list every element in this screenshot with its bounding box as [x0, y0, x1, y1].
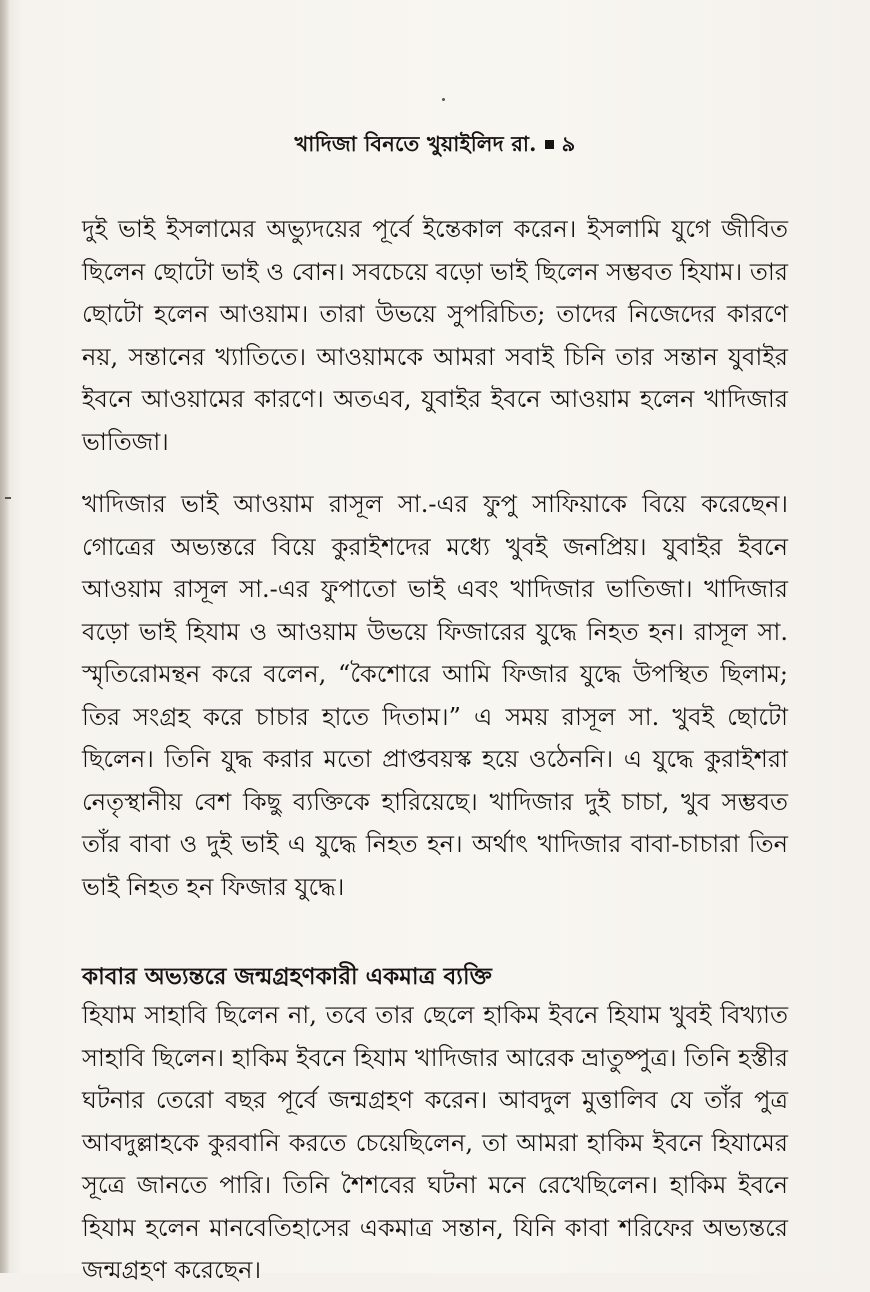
- section-paragraph: হিযাম সাহাবি ছিলেন না, তবে তার ছেলে হাকিম ইবনে হিযাম খুবই বিখ্যাত সাহাবি ছিলেন। হাকিম ইবনে হিযাম খাদিজার আরেক ভ্রাতুষ্পুত্র। তিনি হস্তীর ঘটনার তেরো বছর পূর্বে জন্মগ্রহণ করেন। আবদুল মুত্তালিব যে তাঁর পুত্র আবদুল্লাহকে কুরবানি করতে চেয়েছিলেন, তা আমরা হাকিম ইবনে হিযামের সূত্রে জানতে পারি। তিনি শৈশবের ঘটনা মনে রেখেছিলেন। হাকিম ইবনে হিযাম হলেন মানবেতিহাসের একমাত্র সন্তান, যিনি কাবা শরিফের অভ্যন্তরে জন্মগ্রহণ করেছেন।: [82, 1001, 788, 1284]
- print-speck: [442, 98, 445, 101]
- header-separator-square: [545, 140, 554, 149]
- spine-shadow: [0, 0, 10, 1273]
- paragraph-2: খাদিজার ভাই আওয়াম রাসূল সা.-এর ফুপু সাফিয়াকে বিয়ে করেছেন। গোত্রের অভ্যন্তরে বিয়ে কুরাইশদের মধ্যে খুবই জনপ্রিয়। যুবাইর ইবনে আওয়াম রাসূল সা.-এর ফুপাতো ভাই এবং খাদিজার ভাতিজা। খাদিজার বড়ো ভাই হিযাম ও আওয়াম উভয়ে ফিজারের যুদ্ধে নিহত হন। রাসূল সা. স্মৃতিরোমন্থন করে বলেন, “কৈশোরে আমি ফিজার যুদ্ধে উপস্থিত ছিলাম; তির সংগ্রহ করে চাচার হাতে দিতাম।” এ সময় রাসূল সা. খুবই ছোটো ছিলেন। তিনি যুদ্ধ করার মতো প্রাপ্তবয়স্ক হয়ে ওঠেননি। এ যুদ্ধে কুরাইশরা নেতৃস্থানীয় বেশ কিছু ব্যক্তিকে হারিয়েছে। খাদিজার দুই চাচা, খুব সম্ভবত তাঁর বাবা ও দুই ভাই এ যুদ্ধে নিহত হন। অর্থাৎ খাদিজার বাবা-চাচারা তিন ভাই নিহত হন ফিজার যুদ্ধে।: [82, 490, 788, 901]
- edge-mark: [5, 497, 11, 499]
- page-number: ৯: [561, 131, 576, 156]
- paragraph-1: দুই ভাই ইসলামের অভ্যুদয়ের পূর্বে ইন্তেকাল করেন। ইসলামি যুগে জীবিত ছিলেন ছোটো ভাই ও বোন। সবচেয়ে বড়ো ভাই ছিলেন সম্ভবত হিযাম। তার ছোটো হলেন আওয়াম। তারা উভয়ে সুপরিচিত; তাদের নিজেদের কারণে নয়, সন্তানের খ্যাতিতে। আওয়ামকে আমরা সবাই চিনি তার সন্তান যুবাইর ইবনে আওয়ামের কারণে। অতএব, যুবাইর ইবনে আওয়াম হলেন খাদিজার ভাতিজা।: [82, 215, 788, 456]
- page-body: [82, 208, 788, 1292]
- running-header: [0, 128, 870, 163]
- running-header-title: খাদিজা বিনতে খুয়াইলিদ রা.: [294, 131, 537, 156]
- section-heading: কাবার অভ্যন্তরে জন্মগ্রহণকারী একমাত্র ব্যক্তি: [82, 963, 492, 990]
